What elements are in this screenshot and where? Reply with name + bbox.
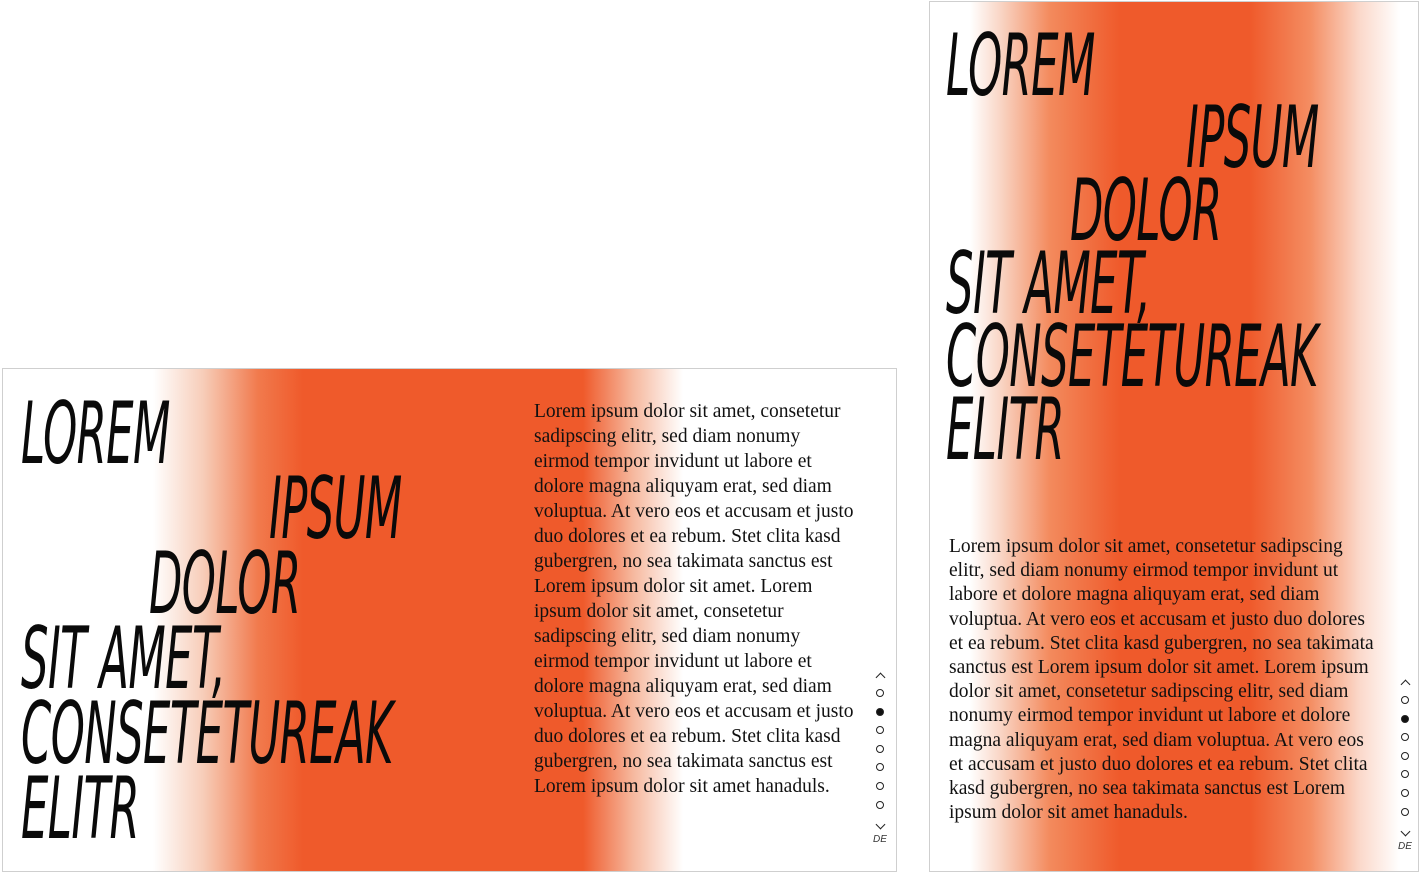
heading-line: DOLOR	[149, 534, 301, 634]
page-dot-icon[interactable]	[876, 745, 884, 753]
page-dot-icon[interactable]	[876, 763, 884, 771]
heading-line: IPSUM	[269, 459, 402, 559]
page-dot-icon[interactable]	[876, 726, 884, 734]
section-pager	[1396, 674, 1414, 852]
language-switch[interactable]: DE	[873, 834, 887, 846]
heading-line: ELITR	[21, 759, 140, 859]
heading-line: LOREM	[946, 16, 1095, 116]
page-dot-icon[interactable]	[1401, 789, 1409, 797]
page-dot-icon[interactable]	[1401, 715, 1409, 723]
page-dot-icon[interactable]	[1401, 808, 1409, 816]
page-dot-icon[interactable]	[1401, 696, 1409, 704]
section-pager	[871, 667, 889, 845]
chevron-up-icon[interactable]	[875, 673, 885, 683]
landscape-layout	[2, 368, 897, 872]
page-dot-icon[interactable]	[1401, 770, 1409, 778]
body-paragraph: Lorem ipsum dolor sit amet, consetetur sadipscing elitr, sed diam nonumy eirmod tempor invidunt ut labore et dolore magna aliquyam erat, sed diam voluptua. At vero eos et accusam et justo duo dolores et ea rebum. Stet clita kasd gubergren, no sea takimata sanctus est Lorem ipsum dolor sit amet. Lorem ipsum dolor sit amet, consetetur sadipscing elitr, sed diam nonumy eirmod tempor invidunt ut labore et dolore magna aliquyam erat, sed diam voluptua. At vero eos et accusam et justo duo dolores et ea rebum. Stet clita kasd gubergren, no sea takimata sanctus est Lorem ipsum dolor sit amet hanaduls.	[949, 536, 1374, 824]
page-dot-icon[interactable]	[1401, 752, 1409, 760]
heading-line: SIT AMET,	[946, 234, 1151, 334]
language-switch[interactable]: DE	[1398, 841, 1412, 853]
chevron-down-icon[interactable]	[1400, 827, 1410, 837]
portrait-layout	[929, 1, 1419, 872]
heading-line: IPSUM	[1186, 88, 1319, 188]
heading-line: DOLOR	[1070, 161, 1222, 261]
page-dot-icon[interactable]	[1401, 733, 1409, 741]
heading-line: CONSETETUREAK	[21, 684, 393, 784]
heading-line: ELITR	[946, 380, 1065, 480]
heading-line: LOREM	[21, 384, 170, 484]
page-dot-icon[interactable]	[876, 782, 884, 790]
heading-line: SIT AMET,	[21, 609, 226, 709]
page-dot-icon[interactable]	[876, 689, 884, 697]
page-dot-icon[interactable]	[876, 801, 884, 809]
chevron-down-icon[interactable]	[875, 820, 885, 830]
heading-line: CONSETETUREAK	[946, 307, 1318, 407]
body-paragraph: Lorem ipsum dolor sit amet, consetetur sadipscing elitr, sed diam nonumy eirmod tempor invidunt ut labore et dolore magna aliquyam erat, sed diam voluptua. At vero eos et accusam et justo duo dolores et ea rebum. Stet clita kasd gubergren, no sea takimata sanctus est Lorem ipsum dolor sit amet. Lorem ipsum dolor sit amet, consetetur sadipscing elitr, sed diam nonumy eirmod tempor invidunt ut labore et dolore magna aliquyam erat, sed diam voluptua. At vero eos et accusam et justo duo dolores et ea rebum. Stet clita kasd gubergren, no sea takimata sanctus est Lorem ipsum dolor sit amet hanaduls.	[534, 401, 854, 797]
page-dot-icon[interactable]	[876, 708, 884, 716]
chevron-up-icon[interactable]	[1400, 680, 1410, 690]
